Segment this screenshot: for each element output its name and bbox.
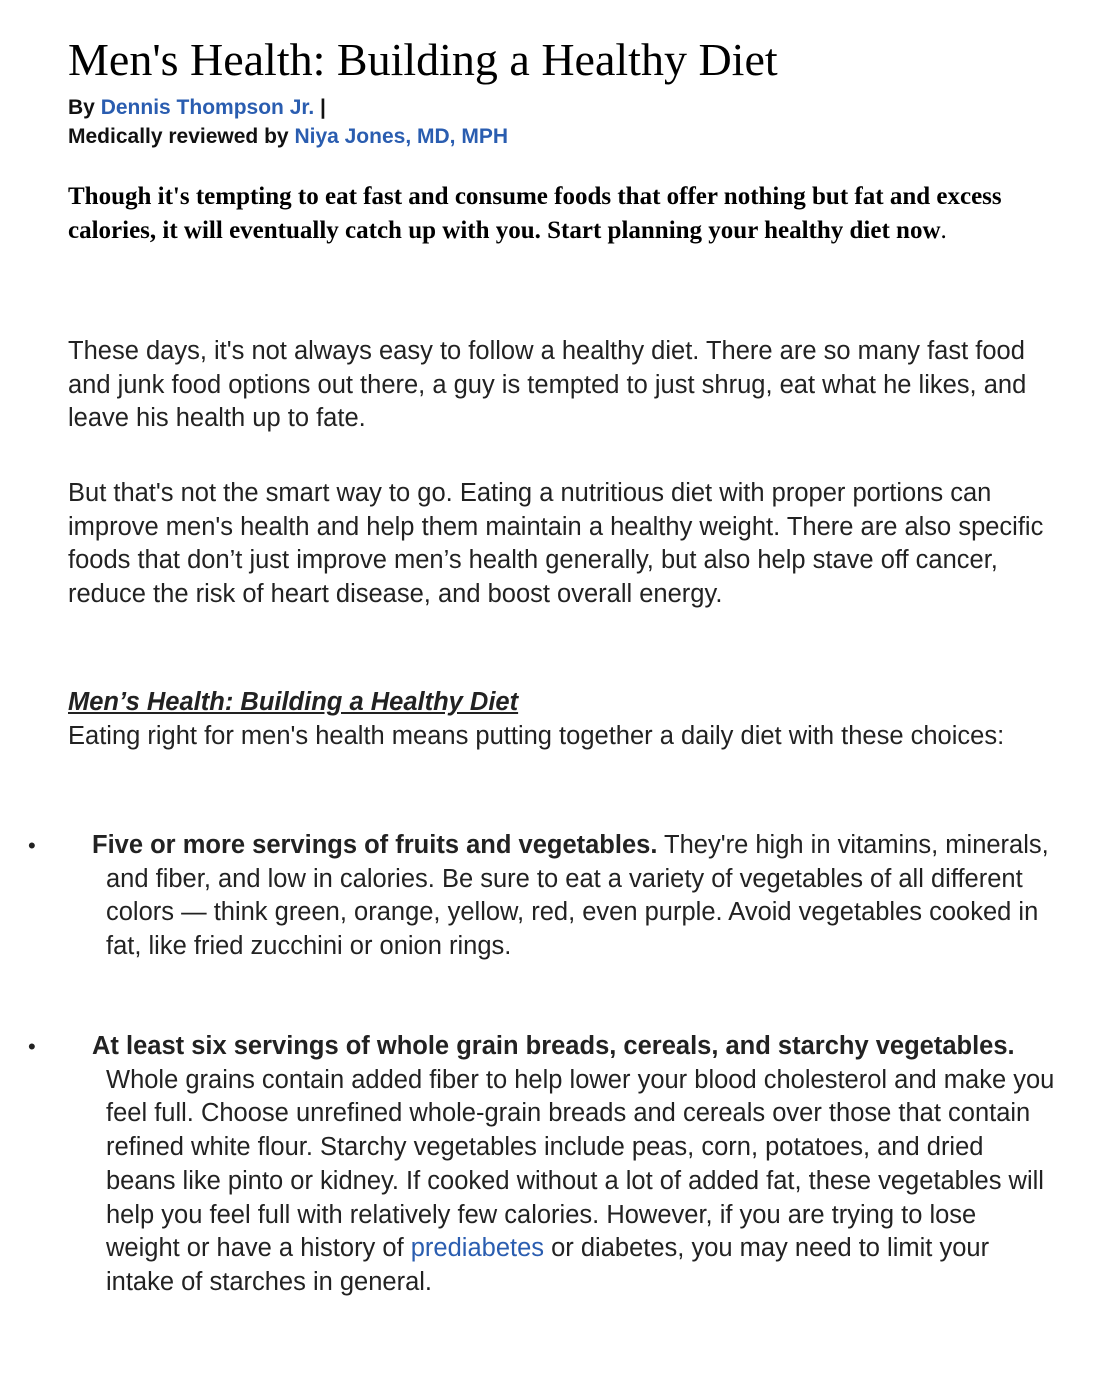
section-intro: Eating right for men's health means putting together a daily diet with these choices: xyxy=(68,722,1005,750)
lead-text: Though it's tempting to eat fast and consume foods that offer nothing but fat and excess calories, it will eventually catch up with you. Start planning your healthy diet now xyxy=(68,183,1002,244)
list-item-text xyxy=(92,829,1056,964)
reviewer-link[interactable]: Niya Jones, MD, MPH xyxy=(294,125,508,148)
list-item-body: Whole grains contain added fiber to help lower your blood cholesterol and make you feel full. Choose unrefined whole-grain breads and cereals over those that contain refined white flour. Starchy vegetables include peas, corn, potatoes, and dried beans like pinto or kidney. If cooked without a lot of added fat, these vegetables will help you feel full with relatively few calories. However, if you are trying to lose weight or have a history of xyxy=(106,1065,1055,1263)
lead-period: . xyxy=(940,217,947,244)
prediabetes-link[interactable]: prediabetes xyxy=(410,1234,545,1263)
section-subheading: Men’s Health: Building a Healthy Diet xyxy=(68,688,519,716)
list-item-body-end: or diabetes, you may need to limit your intake of starches in general. xyxy=(106,1234,990,1296)
by-label: By xyxy=(68,96,101,119)
body-paragraph-1: These days, it's not always easy to follow a healthy diet. There are so many fast food and junk food options out there, a guy is tempted to just shrug, eat what he likes, and leave his health up to fate. xyxy=(68,337,1027,433)
reviewer-line xyxy=(68,123,508,151)
article-lead xyxy=(68,180,1048,248)
list-item-lead-in: At least six servings of whole grain breads, cereals, and starchy vegetables. xyxy=(92,1032,1015,1060)
body-paragraph-2: But that's not the smart way to go. Eating a nutritious diet with proper portions can improve men's health and help them maintain a healthy weight. There are also specific foods that don’t just improve men’s health generally, but also help stave off cancer, reduce the risk of heart disease, and boost overall energy. xyxy=(68,479,1044,609)
bullet-icon: • xyxy=(28,833,36,858)
article-title: Men's Health: Building a Healthy Diet xyxy=(68,34,778,85)
author-link[interactable]: Dennis Thompson Jr. xyxy=(100,96,315,119)
list-item-body: They're high in vitamins, minerals, and fiber, and low in calories. Be sure to eat a variety of vegetables of all different colors — think green, orange, yellow, red, even purple. Avoid vegetables cooked in fat, like fried zucchini or onion rings. xyxy=(106,831,1049,961)
reviewed-by-label: Medically reviewed by xyxy=(68,125,295,148)
byline-separator: | xyxy=(314,96,326,119)
list-item-lead-in: Five or more servings of fruits and vegetables. xyxy=(92,831,658,859)
list-item-text xyxy=(92,1030,1056,1300)
bullet-icon: • xyxy=(28,1034,36,1059)
author-line xyxy=(68,94,326,122)
